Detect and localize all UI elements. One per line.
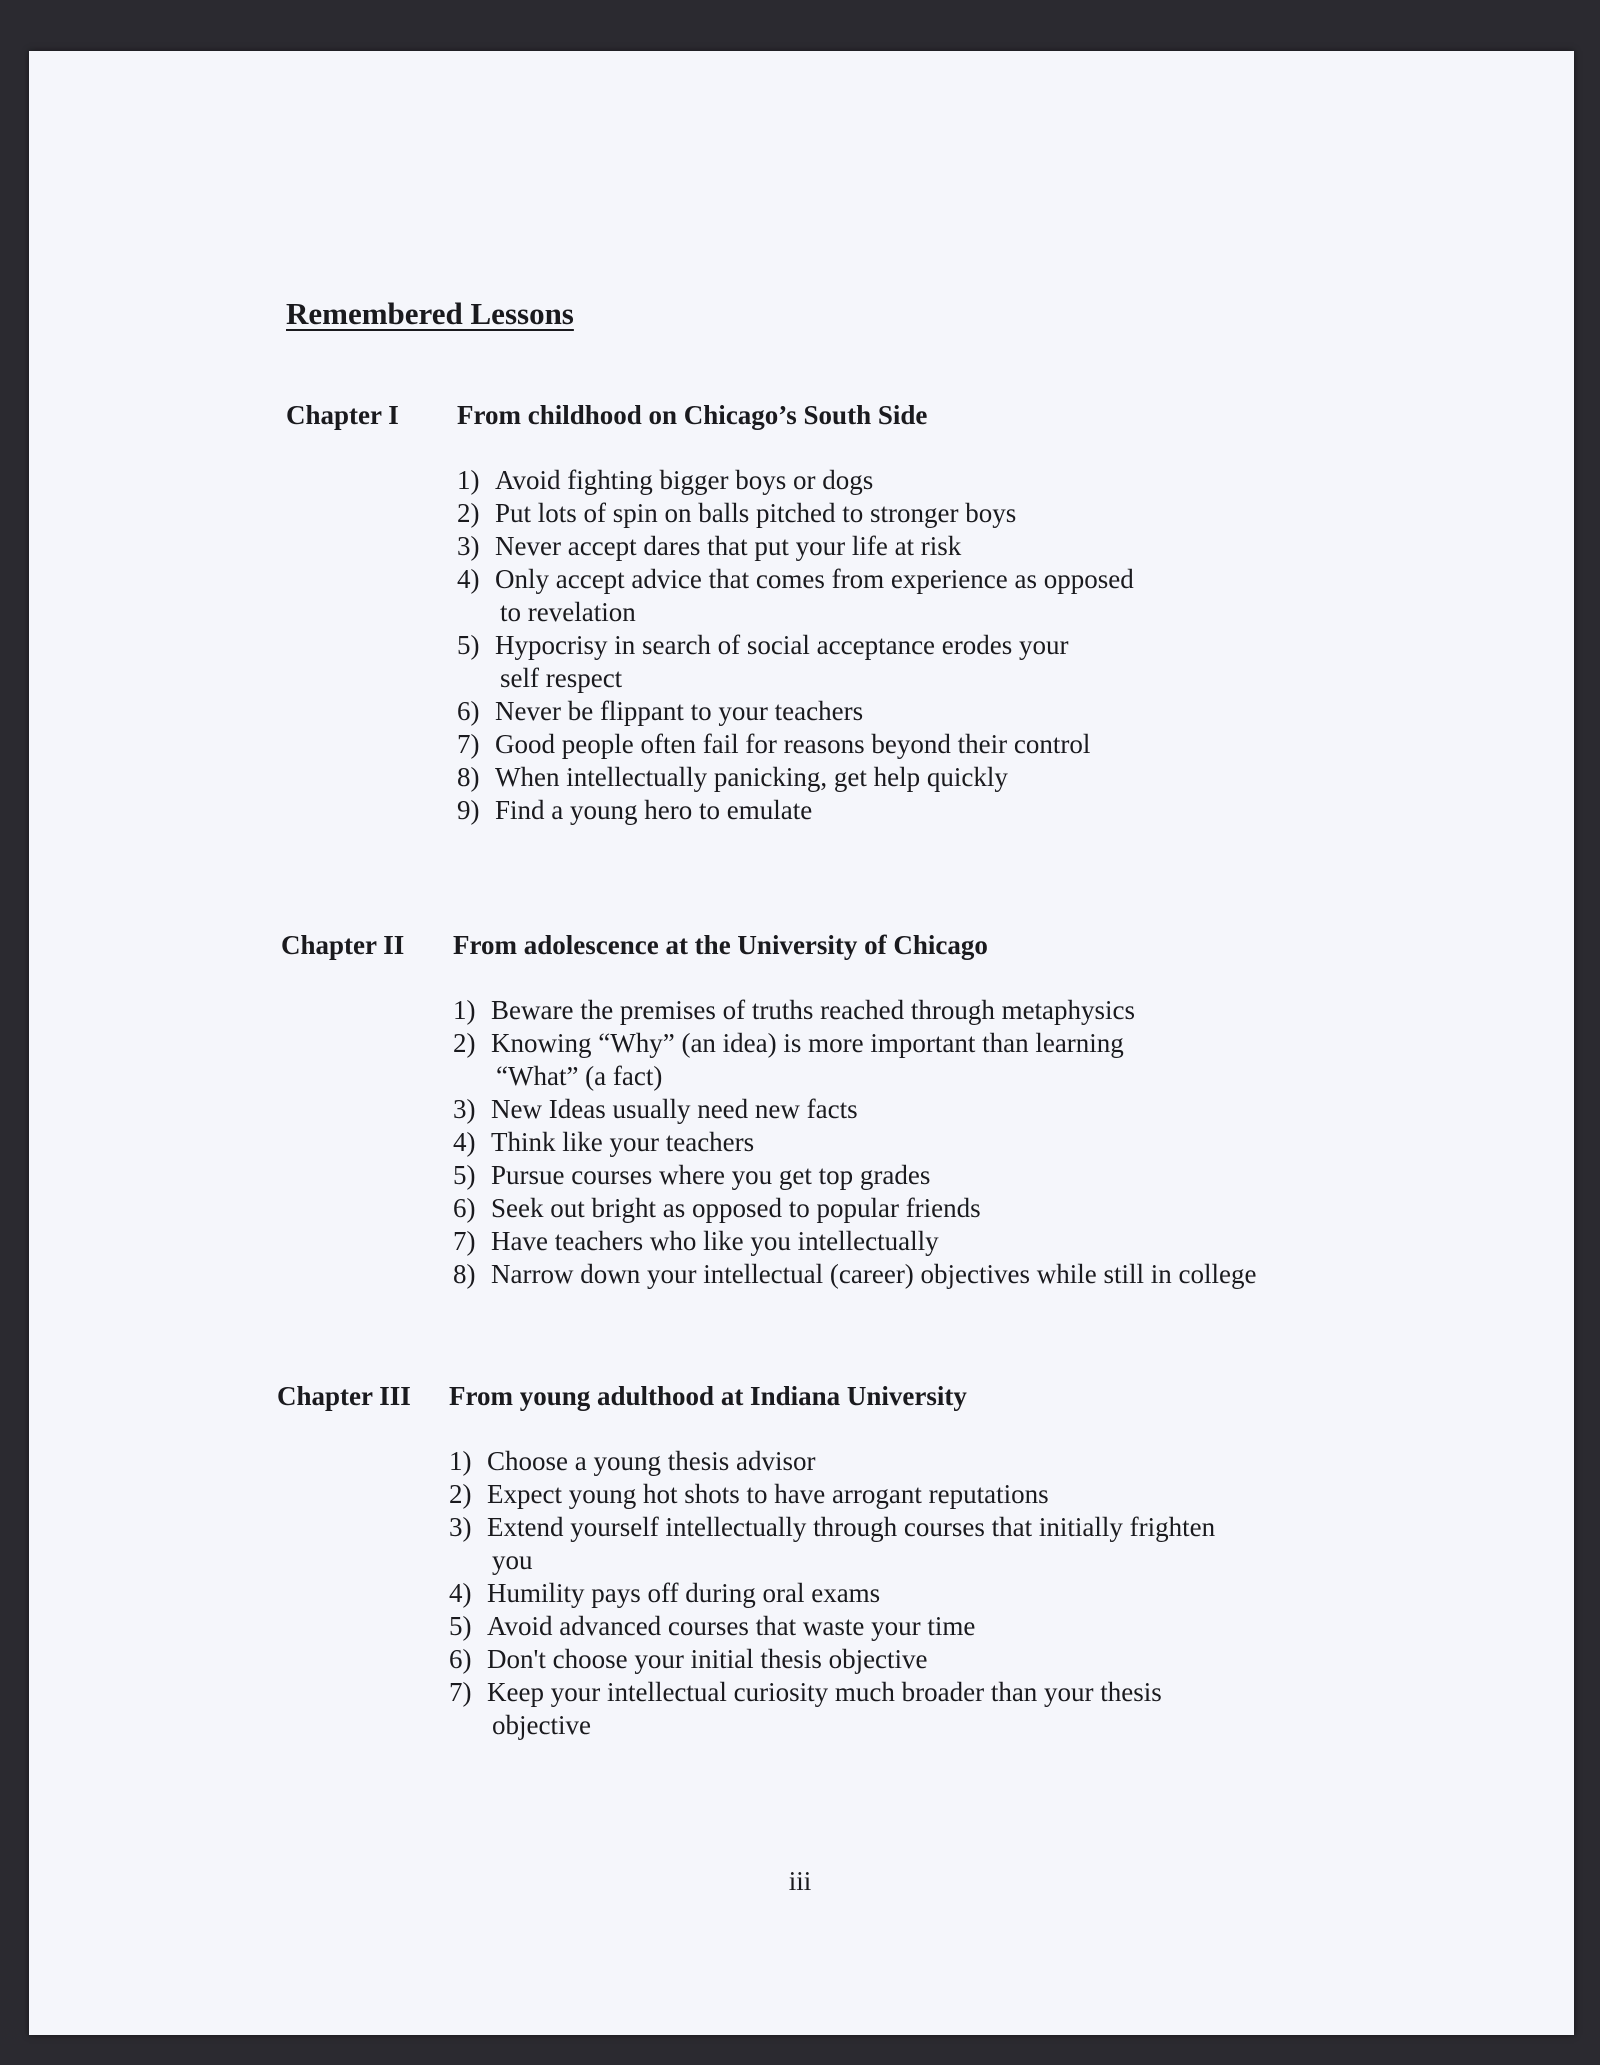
- lesson-item: [453, 1027, 1256, 1093]
- lesson-item: [457, 629, 1134, 695]
- lesson-number: 2): [449, 1479, 472, 1509]
- lesson-text: Don't choose your initial thesis objective: [487, 1644, 928, 1674]
- lesson-text: Find a young hero to emulate: [495, 795, 813, 825]
- lesson-number: 1): [457, 465, 480, 495]
- lesson-item: [453, 1159, 1256, 1192]
- lesson-text: Keep your intellectual curiosity much broader than your thesis: [487, 1677, 1162, 1707]
- lesson-text: Extend yourself intellectually through courses that initially frighten: [487, 1512, 1216, 1542]
- lesson-list: [457, 464, 1134, 827]
- lesson-number: 3): [457, 531, 480, 561]
- lesson-text: Pursue courses where you get top grades: [491, 1160, 931, 1190]
- lesson-number: 4): [453, 1127, 476, 1157]
- lesson-text-continuation: you: [492, 1545, 533, 1575]
- lesson-text: New Ideas usually need new facts: [491, 1094, 858, 1124]
- lesson-text: Good people often fail for reasons beyond their control: [495, 729, 1091, 759]
- lesson-text: Beware the premises of truths reached through metaphysics: [491, 995, 1136, 1025]
- lesson-item: [449, 1478, 1215, 1511]
- lesson-text: Avoid advanced courses that waste your time: [487, 1611, 976, 1641]
- chapter-heading: From young adulthood at Indiana University: [449, 1381, 967, 1411]
- lesson-number: 5): [457, 630, 480, 660]
- lesson-text: Choose a young thesis advisor: [487, 1446, 816, 1476]
- lesson-number: 8): [457, 762, 480, 792]
- lesson-number: 8): [453, 1259, 476, 1289]
- lesson-text: Humility pays off during oral exams: [487, 1578, 881, 1608]
- lesson-item: [449, 1511, 1215, 1577]
- lesson-list: [453, 994, 1256, 1291]
- lesson-text: When intellectually panicking, get help quickly: [495, 762, 1008, 792]
- lesson-item: [457, 464, 1134, 497]
- lesson-number: 7): [457, 729, 480, 759]
- lesson-item: [449, 1676, 1215, 1742]
- lesson-item: [449, 1445, 1215, 1478]
- lesson-item: [453, 1225, 1256, 1258]
- lesson-number: 1): [453, 995, 476, 1025]
- chapter-label: Chapter II: [281, 930, 405, 960]
- lesson-item: [457, 728, 1134, 761]
- lesson-number: 6): [453, 1193, 476, 1223]
- lesson-text: Avoid fighting bigger boys or dogs: [495, 465, 874, 495]
- lesson-text: Never accept dares that put your life at risk: [495, 531, 962, 561]
- chapter-label: Chapter III: [277, 1381, 411, 1411]
- lesson-text: Seek out bright as opposed to popular friends: [491, 1193, 981, 1223]
- lesson-text: Never be flippant to your teachers: [495, 696, 864, 726]
- lesson-text: Only accept advice that comes from experience as opposed: [495, 564, 1134, 594]
- lesson-number: 9): [457, 795, 480, 825]
- lesson-item: [449, 1643, 1215, 1676]
- lesson-text: Narrow down your intellectual (career) objectives while still in college: [491, 1259, 1257, 1289]
- lesson-number: 3): [449, 1512, 472, 1542]
- lesson-number: 1): [449, 1446, 472, 1476]
- page-number: iii: [788, 1866, 812, 1896]
- lesson-text: Expect young hot shots to have arrogant reputations: [487, 1479, 1049, 1509]
- lesson-item: [457, 794, 1134, 827]
- lesson-item: [457, 530, 1134, 563]
- lesson-number: 3): [453, 1094, 476, 1124]
- lesson-list: [449, 1445, 1215, 1742]
- lesson-number: 5): [449, 1611, 472, 1641]
- lesson-item: [453, 994, 1256, 1027]
- lesson-number: 4): [449, 1578, 472, 1608]
- lesson-item: [453, 1093, 1256, 1126]
- lesson-item: [453, 1192, 1256, 1225]
- lesson-item: [457, 563, 1134, 629]
- lesson-text: Hypocrisy in search of social acceptance erodes your: [495, 630, 1069, 660]
- lesson-number: 5): [453, 1160, 476, 1190]
- lesson-item: [457, 497, 1134, 530]
- lesson-text: Knowing “Why” (an idea) is more important than learning: [491, 1028, 1124, 1058]
- chapter-heading: From adolescence at the University of Chicago: [453, 930, 988, 960]
- lesson-number: 4): [457, 564, 480, 594]
- lesson-text-continuation: “What” (a fact): [496, 1061, 663, 1091]
- lesson-item: [453, 1126, 1256, 1159]
- lesson-number: 7): [449, 1677, 472, 1707]
- lesson-text: Have teachers who like you intellectually: [491, 1226, 939, 1256]
- lesson-text-continuation: to revelation: [500, 597, 636, 627]
- lesson-text: Think like your teachers: [491, 1127, 755, 1157]
- lesson-number: 6): [457, 696, 480, 726]
- lesson-item: [449, 1577, 1215, 1610]
- lesson-number: 2): [453, 1028, 476, 1058]
- lesson-number: 6): [449, 1644, 472, 1674]
- lesson-number: 7): [453, 1226, 476, 1256]
- lesson-number: 2): [457, 498, 480, 528]
- chapter-heading: From childhood on Chicago’s South Side: [457, 400, 928, 430]
- lesson-item: [449, 1610, 1215, 1643]
- chapter-label: Chapter I: [286, 400, 399, 430]
- lesson-item: [457, 695, 1134, 728]
- page-title: Remembered Lessons: [286, 296, 574, 331]
- lesson-text: Put lots of spin on balls pitched to stronger boys: [495, 498, 1017, 528]
- lesson-text-continuation: self respect: [500, 663, 623, 693]
- lesson-text-continuation: objective: [492, 1710, 591, 1740]
- lesson-item: [457, 761, 1134, 794]
- lesson-item: [453, 1258, 1256, 1291]
